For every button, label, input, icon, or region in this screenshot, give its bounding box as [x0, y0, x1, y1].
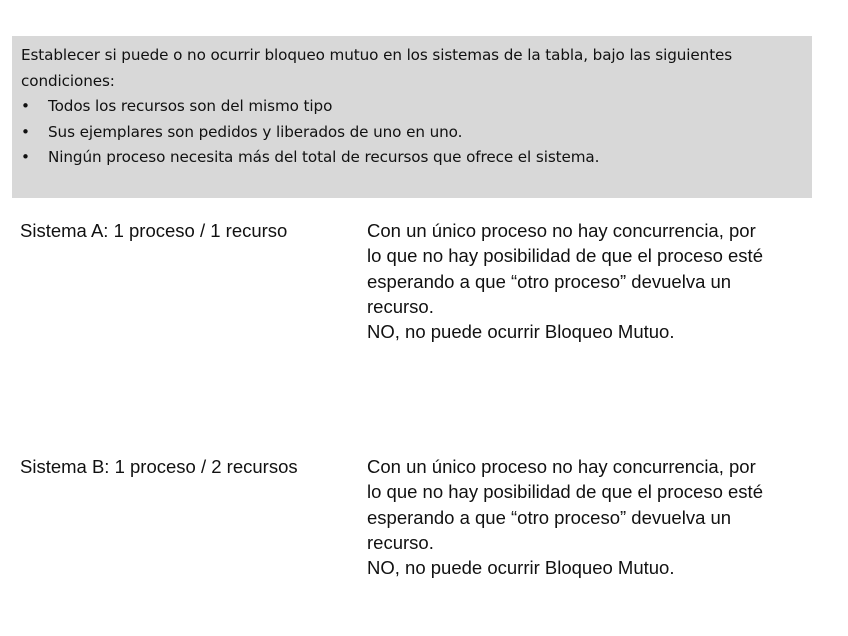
answer-conclusion: NO, no puede ocurrir Bloqueo Mutuo. [367, 557, 675, 579]
conditions-list [21, 94, 804, 171]
instructions-intro: Establecer si puede o no ocurrir bloqueo mutuo en los sistemas de la tabla, bajo las siguientes condiciones: [21, 46, 733, 90]
condition-item [21, 94, 804, 120]
answer-line: esperando a que “otro proceso” devuelva un [367, 270, 732, 292]
condition-item [21, 145, 804, 171]
bullet-icon: • [21, 148, 30, 166]
system-a-label: Sistema A: 1 proceso / 1 recurso [20, 220, 288, 241]
bullet-icon: • [21, 97, 30, 115]
system-b-label: Sistema B: 1 proceso / 2 recursos [20, 456, 298, 477]
condition-text: Todos los recursos son del mismo tipo [48, 97, 333, 115]
answer-line: lo que no hay posibilidad de que el proceso esté [367, 245, 763, 267]
bullet-icon: • [21, 122, 30, 141]
answer-line: recurso. [367, 295, 434, 317]
system-a-answer [367, 218, 832, 344]
condition-item [21, 120, 804, 146]
answer-line: esperando a que “otro proceso” devuelva un [367, 506, 732, 528]
condition-text: Sus ejemplares son pedidos y liberados de uno en uno. [48, 122, 463, 141]
instructions-box [12, 36, 812, 198]
answer-line: Con un único proceso no hay concurrencia, por [367, 456, 756, 477]
answer-line: Con un único proceso no hay concurrencia, por [367, 220, 756, 241]
answer-line: lo que no hay posibilidad de que el proceso esté [367, 481, 763, 503]
system-b-answer [367, 454, 832, 580]
answer-conclusion: NO, no puede ocurrir Bloqueo Mutuo. [367, 321, 675, 343]
answer-line: recurso. [367, 531, 434, 553]
condition-text: Ningún proceso necesita más del total de recursos que ofrece el sistema. [48, 148, 600, 166]
